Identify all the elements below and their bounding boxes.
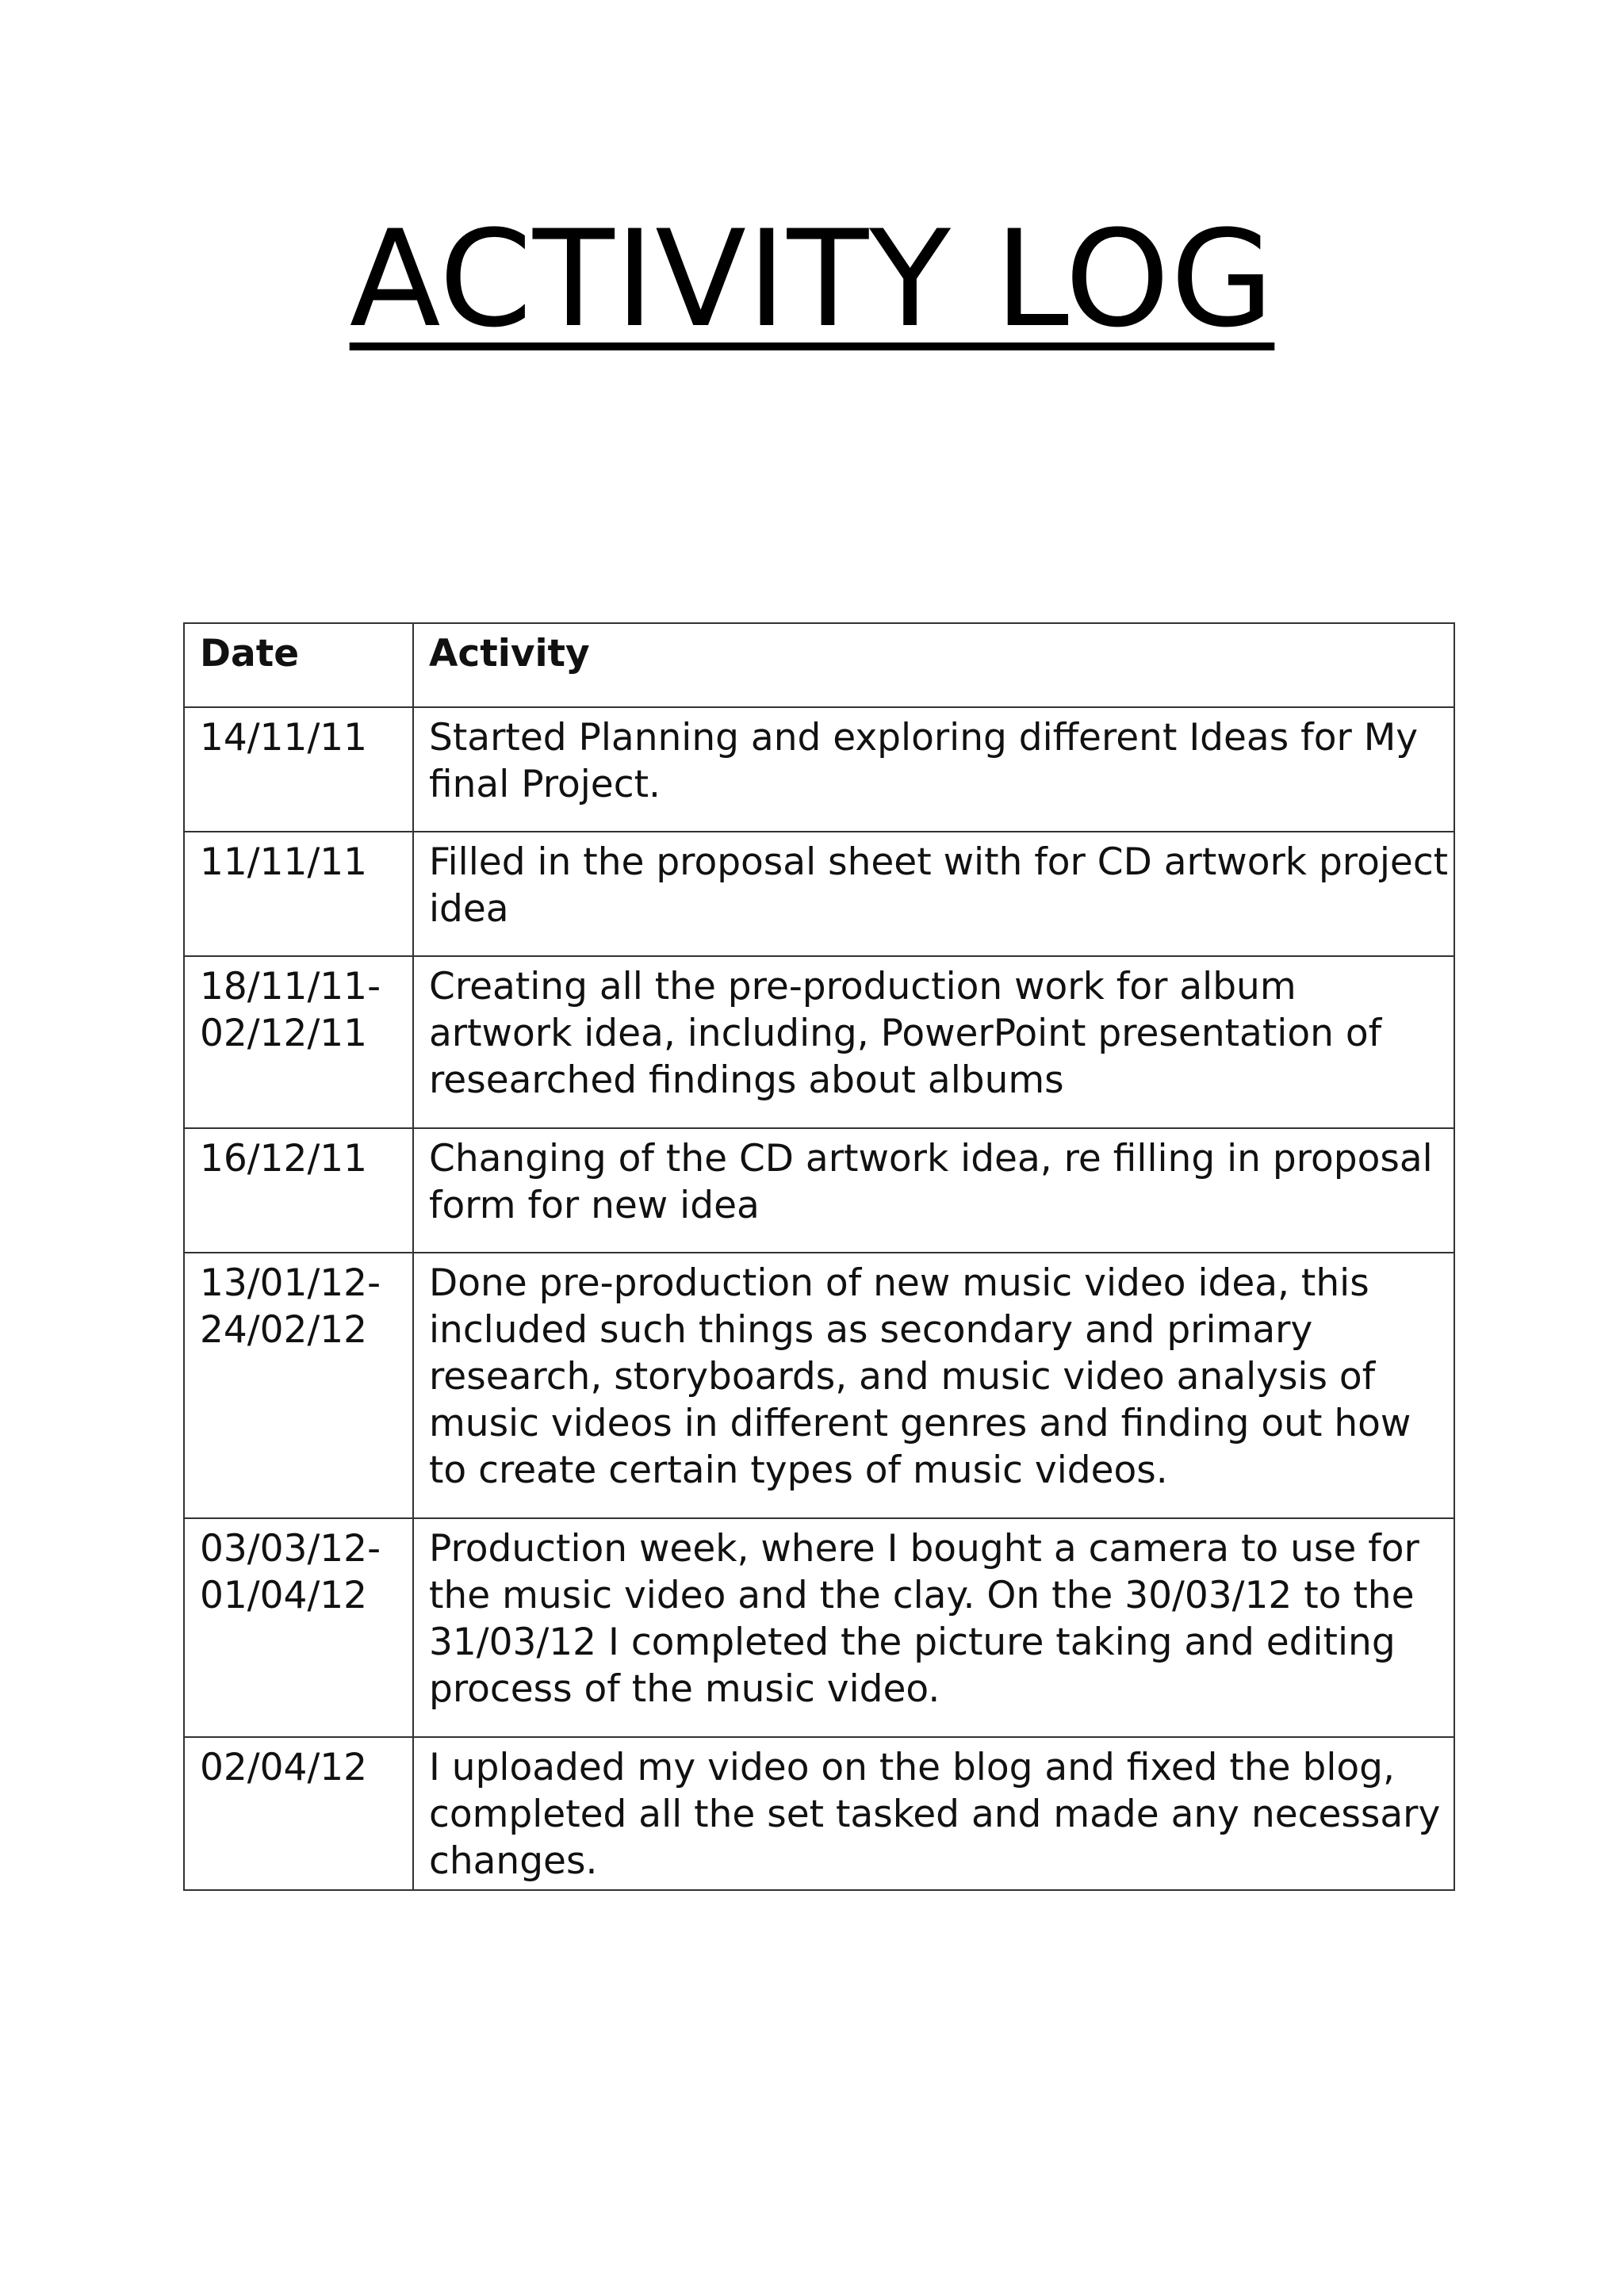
date-cell: 03/03/12- 01/04/12 — [184, 1518, 413, 1737]
activity-cell: Filled in the proposal sheet with for CD artwork project idea — [413, 832, 1454, 956]
table-row — [184, 956, 1454, 1128]
table-row — [184, 1518, 1454, 1737]
page-title: ACTIVITY LOG — [349, 201, 1275, 357]
activity-log-table — [183, 622, 1455, 1891]
date-cell: 11/11/11 — [184, 832, 413, 956]
date-cell: 18/11/11- 02/12/11 — [184, 956, 413, 1128]
activity-cell: I uploaded my video on the blog and fixed the blog, completed all the set tasked and made any necessary changes. — [413, 1737, 1454, 1890]
date-column-header: Date — [184, 623, 413, 707]
table-row — [184, 1737, 1454, 1890]
activity-cell: Production week, where I bought a camera to use for the music video and the clay. On the 30/03/12 to the 31/03/12 I completed the picture taking and editing process of the music video. — [413, 1518, 1454, 1737]
date-cell: 02/04/12 — [184, 1737, 413, 1890]
activity-cell: Done pre-production of new music video idea, this included such things as secondary and primary research, storyboards, and music video analysis of music videos in different genres and finding out how to create certain types of music videos. — [413, 1253, 1454, 1518]
activity-column-header: Activity — [413, 623, 1454, 707]
date-cell: 13/01/12- 24/02/12 — [184, 1253, 413, 1518]
activity-cell: Started Planning and exploring different Ideas for My final Project. — [413, 707, 1454, 832]
activity-cell: Creating all the pre-production work for album artwork idea, including, PowerPoint presentation of researched findings about albums — [413, 956, 1454, 1128]
date-cell: 16/12/11 — [184, 1128, 413, 1253]
date-cell: 14/11/11 — [184, 707, 413, 832]
table-row — [184, 832, 1454, 956]
activity-cell: Changing of the CD artwork idea, re filling in proposal form for new idea — [413, 1128, 1454, 1253]
table-row — [184, 707, 1454, 832]
table-header-row — [184, 623, 1454, 707]
table-row — [184, 1128, 1454, 1253]
table-row — [184, 1253, 1454, 1518]
